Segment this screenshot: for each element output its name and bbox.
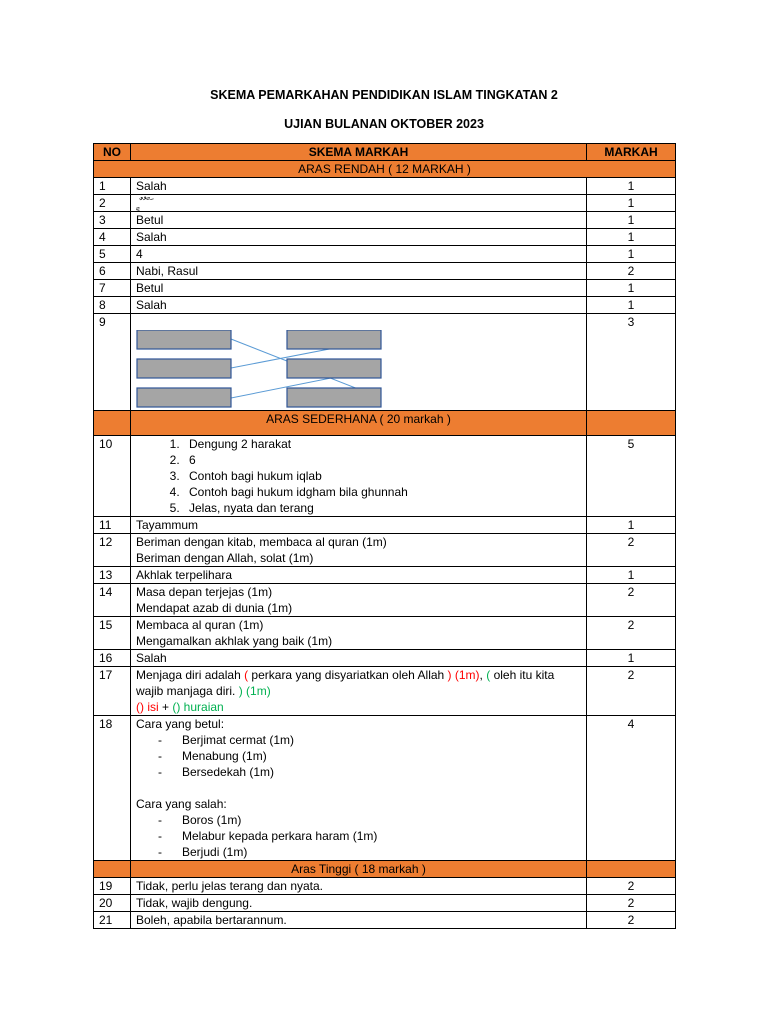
answer-line: Masa depan terjejas (1m) xyxy=(136,585,273,599)
answer: Tidak, perlu jelas terang dan nyata. xyxy=(131,878,587,895)
header-row xyxy=(94,144,676,161)
list-item: - Berjudi (1m) xyxy=(158,845,248,859)
plus-sign: + xyxy=(158,700,173,714)
table-row xyxy=(94,716,676,861)
mark: 1 xyxy=(587,650,676,667)
answer-list xyxy=(136,812,581,860)
table-row xyxy=(94,517,676,534)
answer-list xyxy=(136,436,581,516)
table-row xyxy=(94,617,676,650)
section-label: ARAS SEDERHANA ( 20 markah ) xyxy=(131,411,587,436)
mark: 2 xyxy=(587,912,676,929)
answer xyxy=(131,436,587,517)
question-no: 15 xyxy=(94,617,131,650)
answer-label: Cara yang betul: xyxy=(136,717,225,731)
left-box xyxy=(137,330,231,349)
answer xyxy=(131,584,587,617)
table-row xyxy=(94,895,676,912)
table-row xyxy=(94,534,676,567)
answer: Tidak, wajib dengung. xyxy=(131,895,587,912)
table-row xyxy=(94,912,676,929)
list-item: 3. Contoh bagi hukum iqlab xyxy=(183,468,581,484)
answer-line: Mengamalkan akhlak yang baik (1m) xyxy=(136,634,333,648)
answer-line: Beriman dengan kitab, membaca al quran (1m) xyxy=(136,535,387,549)
table-row xyxy=(94,246,676,263)
mark: 1 xyxy=(587,178,676,195)
list-item: - Berjimat cermat (1m) xyxy=(158,733,295,747)
question-no: 3 xyxy=(94,212,131,229)
table-row xyxy=(94,229,676,246)
table-row xyxy=(94,584,676,617)
table-row xyxy=(94,263,676,280)
table-row xyxy=(94,212,676,229)
answer-text: perkara yang disyariatkan oleh Allah xyxy=(251,668,448,682)
matching-answer xyxy=(131,314,587,411)
mark: 1 xyxy=(587,297,676,314)
list-item: 2. 6 xyxy=(183,452,581,468)
table-row xyxy=(94,878,676,895)
mark: 2 xyxy=(587,667,676,716)
mark: 1 xyxy=(587,229,676,246)
question-no: 8 xyxy=(94,297,131,314)
answer-text: Menjaga diri adalah xyxy=(136,668,245,682)
mark: 2 xyxy=(587,617,676,650)
isi-note: () isi xyxy=(136,700,159,714)
bracket-open: ( xyxy=(244,668,252,682)
list-item: 1. Dengung 2 harakat xyxy=(183,436,581,452)
section-label: Aras Tinggi ( 18 markah ) xyxy=(131,861,587,878)
table-row xyxy=(94,280,676,297)
question-no: 18 xyxy=(94,716,131,861)
question-no: 20 xyxy=(94,895,131,912)
col-markah-header: MARKAH xyxy=(587,144,676,161)
table-row xyxy=(94,178,676,195)
question-no: 2 xyxy=(94,195,131,212)
question-no: 14 xyxy=(94,584,131,617)
list-item: - Bersedekah (1m) xyxy=(158,765,275,779)
table-row xyxy=(94,195,676,212)
question-no: 1 xyxy=(94,178,131,195)
answer-label: Cara yang salah: xyxy=(136,797,227,811)
answer-line: Membaca al quran (1m) xyxy=(136,618,264,632)
matching-diagram xyxy=(136,330,386,410)
answer: Salah xyxy=(131,297,587,314)
mark: 2 xyxy=(587,534,676,567)
question-no: 10 xyxy=(94,436,131,517)
mark-note: ) (1m) xyxy=(238,684,271,698)
answer-text: oleh itu kita wajib manjaga diri. xyxy=(136,668,555,698)
right-box xyxy=(287,359,381,378)
table-row xyxy=(94,314,676,411)
mark: 2 xyxy=(587,584,676,617)
answer-list xyxy=(136,732,581,780)
table-row xyxy=(94,297,676,314)
answer xyxy=(131,716,587,861)
answer: Salah xyxy=(131,178,587,195)
answer xyxy=(131,667,587,716)
answer xyxy=(131,534,587,567)
question-no: 21 xyxy=(94,912,131,929)
answer: Betul xyxy=(131,212,587,229)
left-box xyxy=(137,388,231,407)
mark: 2 xyxy=(587,895,676,912)
answer: Salah xyxy=(131,650,587,667)
answer: Tayammum xyxy=(131,517,587,534)
answer: 4 xyxy=(131,246,587,263)
question-no: 13 xyxy=(94,567,131,584)
mark: 1 xyxy=(587,517,676,534)
list-item: 5. Jelas, nyata dan terang xyxy=(183,500,581,516)
answer-line: Mendapat azab di dunia (1m) xyxy=(136,601,293,615)
mark: 5 xyxy=(587,436,676,517)
list-item: - Menabung (1m) xyxy=(158,749,267,763)
question-no: 11 xyxy=(94,517,131,534)
list-item: 4. Contoh bagi hukum idgham bila ghunnah xyxy=(183,484,581,500)
huraian-note: () huraian xyxy=(172,700,224,714)
answer-line: Beriman dengan Allah, solat (1m) xyxy=(136,551,314,565)
right-box xyxy=(287,388,381,407)
mark: 1 xyxy=(587,280,676,297)
question-no: 12 xyxy=(94,534,131,567)
list-item: - Boros (1m) xyxy=(158,813,242,827)
section-row-tinggi xyxy=(94,861,676,878)
answer xyxy=(131,617,587,650)
list-item: - Melabur kepada perkara haram (1m) xyxy=(158,829,378,843)
mark-note: ) (1m) xyxy=(447,668,480,682)
col-no-header: NO xyxy=(94,144,131,161)
answer: Salah xyxy=(131,229,587,246)
answer: Nabi, Rasul xyxy=(131,263,587,280)
marking-scheme-table xyxy=(93,143,676,929)
mark: 3 xyxy=(587,314,676,411)
question-no: 6 xyxy=(94,263,131,280)
mark: 1 xyxy=(587,567,676,584)
answer: Boleh, apabila bertarannum. xyxy=(131,912,587,929)
question-no: 9 xyxy=(94,314,131,411)
mark: 4 xyxy=(587,716,676,861)
answer-text: , xyxy=(479,668,487,682)
document-subtitle: UJIAN BULANAN OKTOBER 2023 xyxy=(284,117,484,131)
section-row-rendah xyxy=(94,161,676,178)
mark: 1 xyxy=(587,212,676,229)
question-no: 4 xyxy=(94,229,131,246)
table-row xyxy=(94,667,676,716)
question-no: 5 xyxy=(94,246,131,263)
question-no: 19 xyxy=(94,878,131,895)
table-row xyxy=(94,650,676,667)
bracket-open: ( xyxy=(486,668,494,682)
answer: ٍ ِ ٌ ُ ً َ xyxy=(131,195,587,212)
answer: Akhlak terpelihara xyxy=(131,567,587,584)
question-no: 7 xyxy=(94,280,131,297)
section-row-sederhana xyxy=(94,411,676,436)
question-no: 16 xyxy=(94,650,131,667)
table-row xyxy=(94,567,676,584)
mark: 2 xyxy=(587,878,676,895)
document-title: SKEMA PEMARKAHAN PENDIDIKAN ISLAM TINGKATAN 2 xyxy=(210,88,558,102)
question-no: 17 xyxy=(94,667,131,716)
answer: Betul xyxy=(131,280,587,297)
right-box xyxy=(287,330,381,349)
section-label: ARAS RENDAH ( 12 MARKAH ) xyxy=(94,161,676,178)
mark: 2 xyxy=(587,263,676,280)
mark: 1 xyxy=(587,195,676,212)
col-skema-header: SKEMA MARKAH xyxy=(131,144,587,161)
left-box xyxy=(137,359,231,378)
table-row xyxy=(94,436,676,517)
mark: 1 xyxy=(587,246,676,263)
